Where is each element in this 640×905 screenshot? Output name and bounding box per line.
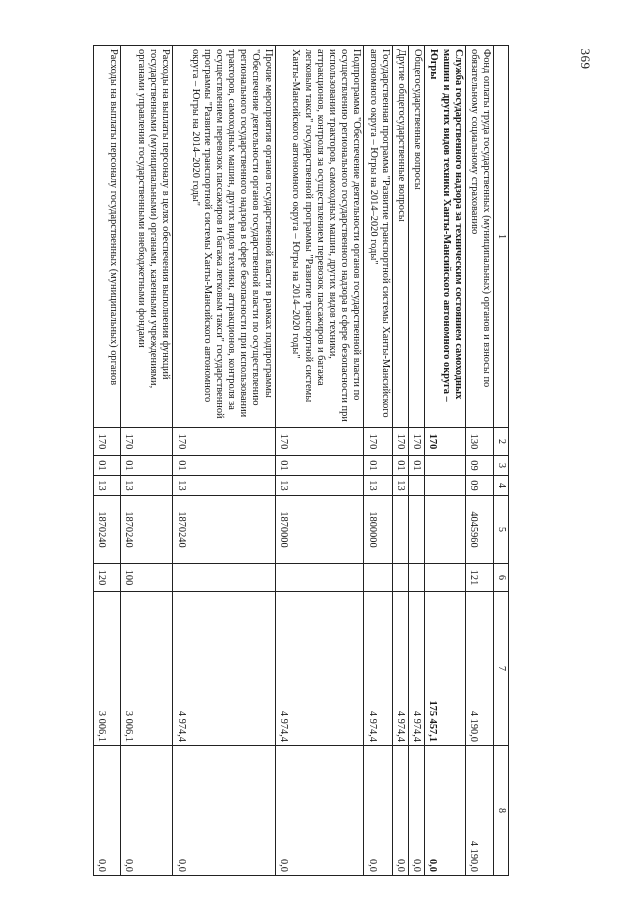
row-subsection-code: 13 bbox=[94, 476, 121, 496]
row-ministry-code: 170 bbox=[173, 428, 275, 456]
row-expense-type bbox=[424, 564, 465, 592]
header-col-2: 2 bbox=[494, 428, 509, 456]
row-expense-type: 120 bbox=[94, 564, 121, 592]
row-expense-type bbox=[173, 564, 275, 592]
row-name: Государственная программа "Развитие транспортной системы Ханты-Мансийского автономного округа – Югры на 2014–2020 годы" bbox=[364, 46, 393, 428]
row-target-code: 1870240 bbox=[94, 496, 121, 564]
row-amount-8: 0,0 bbox=[121, 746, 173, 876]
row-amount-7: 175 457,1 bbox=[424, 592, 465, 746]
table-row bbox=[275, 46, 364, 876]
row-amount-8: 0,0 bbox=[173, 746, 275, 876]
row-target-code bbox=[408, 496, 424, 564]
row-ministry-code: 170 bbox=[121, 428, 173, 456]
row-target-code: 1870240 bbox=[173, 496, 275, 564]
row-amount-8: 4 190,0 bbox=[465, 746, 494, 876]
row-amount-7: 4 974,4 bbox=[408, 592, 424, 746]
row-amount-7: 4 974,4 bbox=[364, 592, 393, 746]
row-section-code: 01 bbox=[121, 456, 173, 476]
row-amount-8: 0,0 bbox=[364, 746, 393, 876]
row-expense-type bbox=[392, 564, 408, 592]
table-row bbox=[392, 46, 408, 876]
row-expense-type bbox=[275, 564, 364, 592]
row-name: Фонд оплаты труда государственных (муниципальных) органов и взносы по обязательному социальному страхованию bbox=[465, 46, 494, 428]
row-ministry-code: 170 bbox=[364, 428, 393, 456]
row-amount-7: 3 006,1 bbox=[121, 592, 173, 746]
row-target-code bbox=[392, 496, 408, 564]
row-ministry-code: 170 bbox=[392, 428, 408, 456]
row-subsection-code: 13 bbox=[392, 476, 408, 496]
row-subsection-code: 09 bbox=[465, 476, 494, 496]
header-col-3: 3 bbox=[494, 456, 509, 476]
header-row bbox=[494, 46, 509, 876]
row-section-code: 01 bbox=[94, 456, 121, 476]
row-name: Расходы на выплаты персоналу государственных (муниципальных) органов bbox=[94, 46, 121, 428]
budget-table bbox=[93, 45, 509, 876]
row-target-code: 4045960 bbox=[465, 496, 494, 564]
row-target-code: 1800000 bbox=[364, 496, 393, 564]
row-subsection-code bbox=[408, 476, 424, 496]
table-row bbox=[364, 46, 393, 876]
row-subsection-code bbox=[424, 476, 465, 496]
row-amount-7: 4 974,4 bbox=[392, 592, 408, 746]
header-col-5: 5 bbox=[494, 496, 509, 564]
header-col-8: 8 bbox=[494, 746, 509, 876]
row-amount-7: 4 974,4 bbox=[173, 592, 275, 746]
header-col-7: 7 bbox=[494, 592, 509, 746]
row-amount-8: 0,0 bbox=[408, 746, 424, 876]
row-ministry-code: 170 bbox=[408, 428, 424, 456]
row-ministry-code: 170 bbox=[275, 428, 364, 456]
row-subsection-code: 13 bbox=[275, 476, 364, 496]
row-amount-7: 4 974,4 bbox=[275, 592, 364, 746]
row-ministry-code: 130 bbox=[465, 428, 494, 456]
row-subsection-code: 13 bbox=[364, 476, 393, 496]
page-number: 369 bbox=[578, 48, 593, 70]
row-section-code: 01 bbox=[408, 456, 424, 476]
row-ministry-code: 170 bbox=[424, 428, 465, 456]
row-name: Служба государственного надзора за техническим состоянием самоходных машин и других видов техники Ханты-Мансийского автономного округа – Югры bbox=[424, 46, 465, 428]
row-target-code: 1870000 bbox=[275, 496, 364, 564]
row-amount-7: 3 006,1 bbox=[94, 592, 121, 746]
row-section-code: 01 bbox=[275, 456, 364, 476]
table-row bbox=[173, 46, 275, 876]
table-row bbox=[465, 46, 494, 876]
row-amount-7: 4 190,0 bbox=[465, 592, 494, 746]
row-name: Подпрограмма "Обеспечение деятельности органов государственной власти по осуществлению регионального государственного надзора в сфере безопасности при использовании тракторов, самоходных машин, других видов техники, аттракционов, контроля за осуществлением перевозок пассажиров и багажа легковым такси" государственной программы "Развитие транспортной системы Ханты-Мансийского автономного округа – Югры на 2014–2020 годы" bbox=[275, 46, 364, 428]
table-row bbox=[94, 46, 121, 876]
table-row bbox=[408, 46, 424, 876]
header-col-1: 1 bbox=[494, 46, 509, 428]
row-name: Другие общегосударственные вопросы bbox=[392, 46, 408, 428]
row-section-code: 01 bbox=[173, 456, 275, 476]
row-amount-8: 0,0 bbox=[424, 746, 465, 876]
header-col-4: 4 bbox=[494, 476, 509, 496]
row-expense-type bbox=[408, 564, 424, 592]
row-section-code: 09 bbox=[465, 456, 494, 476]
row-amount-8: 0,0 bbox=[275, 746, 364, 876]
row-target-code bbox=[424, 496, 465, 564]
row-section-code: 01 bbox=[392, 456, 408, 476]
row-subsection-code: 13 bbox=[173, 476, 275, 496]
row-name: Расходы на выплаты персоналу в целях обеспечения выполнения функций государственными (муниципальными) органами, казенными учреждениями, органами управления государственными внебюджетными фондами bbox=[121, 46, 173, 428]
table-row bbox=[424, 46, 465, 876]
row-section-code: 01 bbox=[364, 456, 393, 476]
row-ministry-code: 170 bbox=[94, 428, 121, 456]
row-name: Общегосударственные вопросы bbox=[408, 46, 424, 428]
row-amount-8: 0,0 bbox=[392, 746, 408, 876]
row-expense-type: 100 bbox=[121, 564, 173, 592]
row-section-code bbox=[424, 456, 465, 476]
table-row bbox=[121, 46, 173, 876]
row-expense-type: 121 bbox=[465, 564, 494, 592]
header-col-6: 6 bbox=[494, 564, 509, 592]
row-expense-type bbox=[364, 564, 393, 592]
row-amount-8: 0,0 bbox=[94, 746, 121, 876]
budget-table-wrapper bbox=[93, 45, 509, 875]
row-subsection-code: 13 bbox=[121, 476, 173, 496]
row-target-code: 1870240 bbox=[121, 496, 173, 564]
row-name: Прочие мероприятия органов государственной власти в рамках подпрограммы "Обеспечение деятельности органов государственной власти по осуществлению регионального государственного надзора в сфере безопасности при использовании тракторов, самоходных машин, других видов техники, аттракционов, контроля за осуществлением перевозок пассажиров и багажа легковым такси" государственной программы "Развитие транспортной системы Ханты-Мансийского автономного округа – Югры на 2014–2020 годы" bbox=[173, 46, 275, 428]
